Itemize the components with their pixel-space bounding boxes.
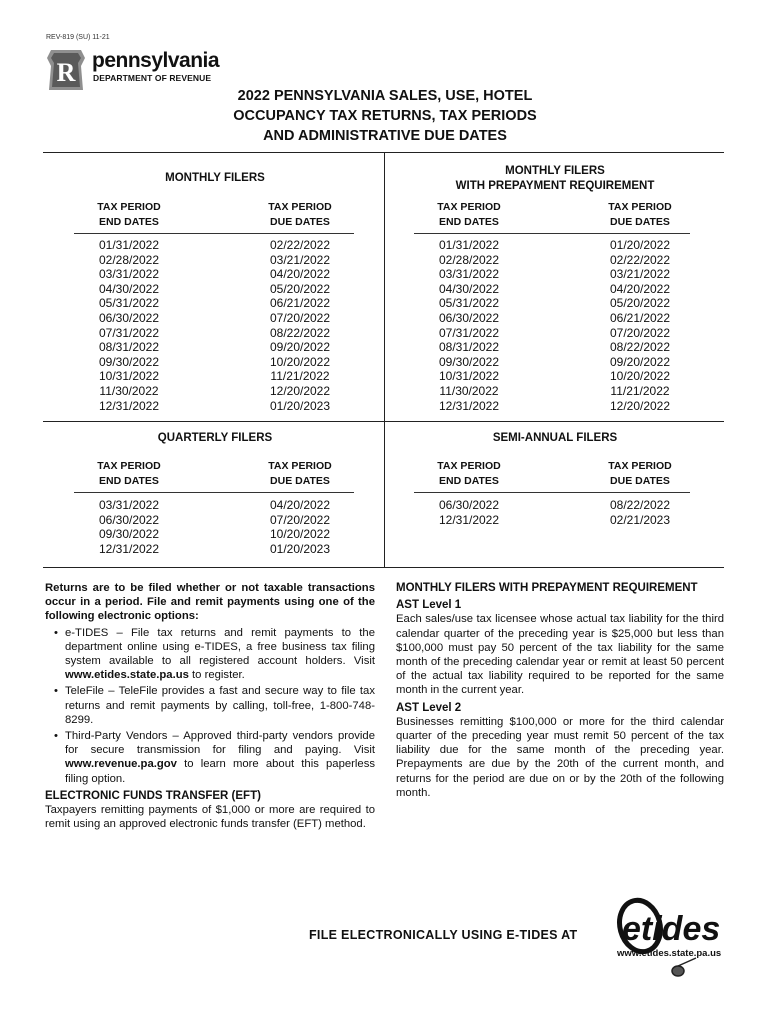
- eft-text: Taxpayers remitting payments of $1,000 or more are required to remit using an approved electronic funds transfer (EFT) method.: [45, 804, 375, 831]
- quarterly-heading: QUARTERLY FILERS: [157, 432, 273, 444]
- ast1-heading: AST Level 1: [396, 599, 462, 612]
- ast1-text: Each sales/use tax licensee whose actual tax liability for the third calendar quarter of the preceding year is $25,000 but less than $100,000 must pay 50 percent of the tax liability for the same month of the preceding calendar year or remit at least 50 percent of the actual tax liability required to be reported for the same month in the current year.: [396, 613, 724, 697]
- date-cell: 08/22/2022: [269, 325, 331, 340]
- monthly-end-dates: [74, 238, 184, 413]
- table-bottom-rule: [43, 567, 724, 568]
- date-cell: 12/20/2022: [269, 383, 331, 398]
- date-cell: 11/21/2022: [610, 383, 670, 398]
- header-line: END DATES: [439, 216, 499, 228]
- date-cell: 07/20/2022: [609, 325, 671, 340]
- bullet-telefile: [45, 684, 375, 727]
- prepay-due-header: [585, 200, 695, 230]
- date-cell: 01/31/2022: [438, 238, 500, 252]
- date-cell: 02/22/2022: [269, 238, 331, 252]
- logo-department: DEPARTMENT OF REVENUE: [93, 73, 212, 83]
- etides-logo-icon: [612, 896, 724, 980]
- form-id: REV-819 (SU) 11-21: [46, 34, 110, 41]
- ast2-text: Businesses remitting $100,000 or more for the third calendar quarter of the preceding year must remit 50 percent of the tax liability due for the same month of the preceding year. Prepayments are due by the 20th of the current month, and returns for the period are due on or by the 20th of the following month.: [396, 715, 724, 799]
- semiannual-header-rule: [414, 492, 690, 493]
- date-cell: 12/31/2022: [98, 541, 160, 556]
- header-line: TAX PERIOD: [268, 201, 332, 213]
- date-cell: 01/20/2023: [269, 398, 331, 413]
- bullet-text: e-TIDES – File tax returns and remit payments to the department online using e-TIDES, a free business tax filing system available to all registered account holders. Visit: [65, 626, 375, 668]
- date-cell: 09/30/2022: [98, 527, 160, 542]
- date-cell: 09/20/2022: [609, 354, 671, 369]
- date-cell: 05/31/2022: [438, 296, 500, 311]
- semiannual-heading: SEMI-ANNUAL FILERS: [492, 432, 618, 444]
- monthly-heading: MONTHLY FILERS: [165, 172, 265, 184]
- date-cell: 06/21/2022: [609, 310, 671, 325]
- date-cell: 06/30/2022: [98, 310, 160, 325]
- date-cell: 08/22/2022: [609, 340, 671, 355]
- header-line: TAX PERIOD: [437, 460, 501, 472]
- monthly-header-rule: [74, 233, 354, 234]
- svg-text:R: R: [56, 58, 76, 87]
- date-cell: 03/31/2022: [98, 498, 160, 512]
- filing-info-column: [45, 581, 375, 831]
- date-cell: 04/30/2022: [98, 281, 160, 296]
- date-cell: 03/31/2022: [438, 267, 500, 282]
- date-cell: 07/20/2022: [269, 310, 331, 325]
- bullet-etides: [45, 626, 375, 683]
- date-cell: 01/20/2022: [609, 238, 671, 252]
- quarterly-header-rule: [74, 492, 354, 493]
- date-cell: 04/20/2022: [609, 281, 671, 296]
- logo-state-name: pennsylvania: [92, 49, 220, 72]
- date-cell: 11/30/2022: [99, 383, 159, 398]
- date-cell: 11/30/2022: [439, 383, 499, 398]
- date-cell: 06/30/2022: [438, 310, 500, 325]
- date-cell: 07/20/2022: [269, 512, 331, 527]
- date-cell: 04/30/2022: [438, 281, 500, 296]
- bullet-vendors: [45, 729, 375, 786]
- etides-logo-word: etides: [622, 910, 721, 948]
- date-cell: 09/20/2022: [269, 340, 331, 355]
- monthly-end-header: [74, 200, 184, 230]
- date-cell: 08/31/2022: [438, 340, 500, 355]
- title-line-2: OCCUPANCY TAX RETURNS, TAX PERIODS: [233, 108, 537, 124]
- date-cell: 06/30/2022: [438, 498, 500, 512]
- heading-line: WITH PREPAYMENT REQUIREMENT: [455, 180, 655, 192]
- semiannual-end-dates: [414, 498, 524, 527]
- date-cell: 10/20/2022: [269, 354, 331, 369]
- title-line-1: 2022 PENNSYLVANIA SALES, USE, HOTEL: [237, 88, 533, 104]
- date-cell: 10/20/2022: [609, 369, 671, 384]
- header-line: DUE DATES: [270, 216, 330, 228]
- header-line: END DATES: [439, 475, 499, 487]
- bullet-text: Third-Party Vendors – Approved third-party vendors provide for secure transmission for filing and paying. Visit: [65, 730, 375, 757]
- date-cell: 03/21/2022: [269, 252, 331, 267]
- bullet-tail: to learn more about this paperless filing option.: [65, 758, 375, 785]
- footer-text: FILE ELECTRONICALLY USING E-TIDES AT: [309, 928, 578, 942]
- header-line: DUE DATES: [270, 475, 330, 487]
- prepay-header-rule: [414, 233, 690, 234]
- prepay-end-header: [414, 200, 524, 230]
- ast2-heading: AST Level 2: [396, 701, 462, 714]
- title-line-3: AND ADMINISTRATIVE DUE DATES: [263, 128, 507, 144]
- prepay-end-dates: [414, 238, 524, 413]
- etides-link[interactable]: www.etides.state.pa.us: [65, 669, 189, 682]
- date-cell: 11/21/2022: [270, 369, 330, 384]
- heading-line: MONTHLY FILERS: [505, 165, 605, 177]
- date-cell: 10/31/2022: [98, 369, 160, 384]
- date-cell: 10/31/2022: [438, 369, 500, 384]
- date-cell: 09/30/2022: [438, 354, 500, 369]
- header-line: DUE DATES: [610, 475, 670, 487]
- semiannual-end-header: [414, 459, 524, 489]
- date-cell: 06/21/2022: [269, 296, 331, 311]
- date-cell: 02/28/2022: [438, 252, 500, 267]
- date-cell: 03/31/2022: [98, 267, 160, 282]
- bullet-tail: to register.: [192, 669, 245, 682]
- date-cell: 03/21/2022: [609, 267, 671, 282]
- revenue-link[interactable]: www.revenue.pa.gov: [65, 758, 177, 771]
- date-cell: 12/31/2022: [98, 398, 160, 413]
- date-cell: 04/20/2022: [269, 498, 331, 512]
- table-center-divider: [384, 152, 385, 568]
- header-line: TAX PERIOD: [437, 201, 501, 213]
- filing-intro: Returns are to be filed whether or not taxable transactions occur in a period. File and remit payments using one of the following electronic options:: [45, 582, 375, 623]
- electronic-options-list: [45, 626, 375, 786]
- header-line: DUE DATES: [610, 216, 670, 228]
- quarterly-end-dates: [74, 498, 184, 556]
- prepay-heading: [385, 164, 725, 194]
- date-cell: 12/20/2022: [609, 398, 671, 413]
- header-line: TAX PERIOD: [608, 460, 672, 472]
- quarterly-due-dates: [245, 498, 355, 556]
- date-cell: 09/30/2022: [98, 354, 160, 369]
- prepayment-heading: MONTHLY FILERS WITH PREPAYMENT REQUIREMENT: [396, 582, 698, 594]
- prepayment-info-column: [396, 581, 724, 800]
- semiannual-due-dates: [585, 498, 695, 527]
- date-cell: 01/31/2022: [98, 238, 160, 252]
- date-cell: 02/28/2022: [98, 252, 160, 267]
- prepay-due-dates: [585, 238, 695, 413]
- date-cell: 04/20/2022: [269, 267, 331, 282]
- quarterly-due-header: [245, 459, 355, 489]
- eft-heading: ELECTRONIC FUNDS TRANSFER (EFT): [45, 789, 261, 802]
- table-middle-rule: [43, 421, 724, 422]
- semiannual-due-header: [585, 459, 695, 489]
- date-cell: 07/31/2022: [98, 325, 160, 340]
- date-cell: 07/31/2022: [438, 325, 500, 340]
- date-cell: 08/22/2022: [609, 498, 671, 512]
- keystone-logo-icon: [47, 50, 85, 90]
- date-cell: 05/20/2022: [269, 281, 331, 296]
- header-line: TAX PERIOD: [97, 460, 161, 472]
- date-cell: 12/31/2022: [438, 398, 500, 413]
- header-line: END DATES: [99, 475, 159, 487]
- etides-url[interactable]: www.etides.state.pa.us: [617, 948, 722, 959]
- date-cell: 05/31/2022: [98, 296, 160, 311]
- quarterly-end-header: [74, 459, 184, 489]
- date-cell: 12/31/2022: [438, 512, 500, 527]
- date-cell: 08/31/2022: [98, 340, 160, 355]
- header-line: TAX PERIOD: [268, 460, 332, 472]
- monthly-due-header: [245, 200, 355, 230]
- date-cell: 05/20/2022: [609, 296, 671, 311]
- header-line: TAX PERIOD: [608, 201, 672, 213]
- date-cell: 10/20/2022: [269, 527, 331, 542]
- date-cell: 02/22/2022: [609, 252, 671, 267]
- header-line: END DATES: [99, 216, 159, 228]
- date-cell: 06/30/2022: [98, 512, 160, 527]
- page-title: [150, 86, 620, 146]
- bullet-text: TeleFile – TeleFile provides a fast and secure way to file tax returns and remit payments by calling, toll-free, 1-800-748-8299.: [65, 685, 375, 726]
- header-line: TAX PERIOD: [97, 201, 161, 213]
- date-cell: 02/21/2023: [609, 512, 671, 527]
- date-cell: 01/20/2023: [269, 541, 331, 556]
- monthly-due-dates: [245, 238, 355, 413]
